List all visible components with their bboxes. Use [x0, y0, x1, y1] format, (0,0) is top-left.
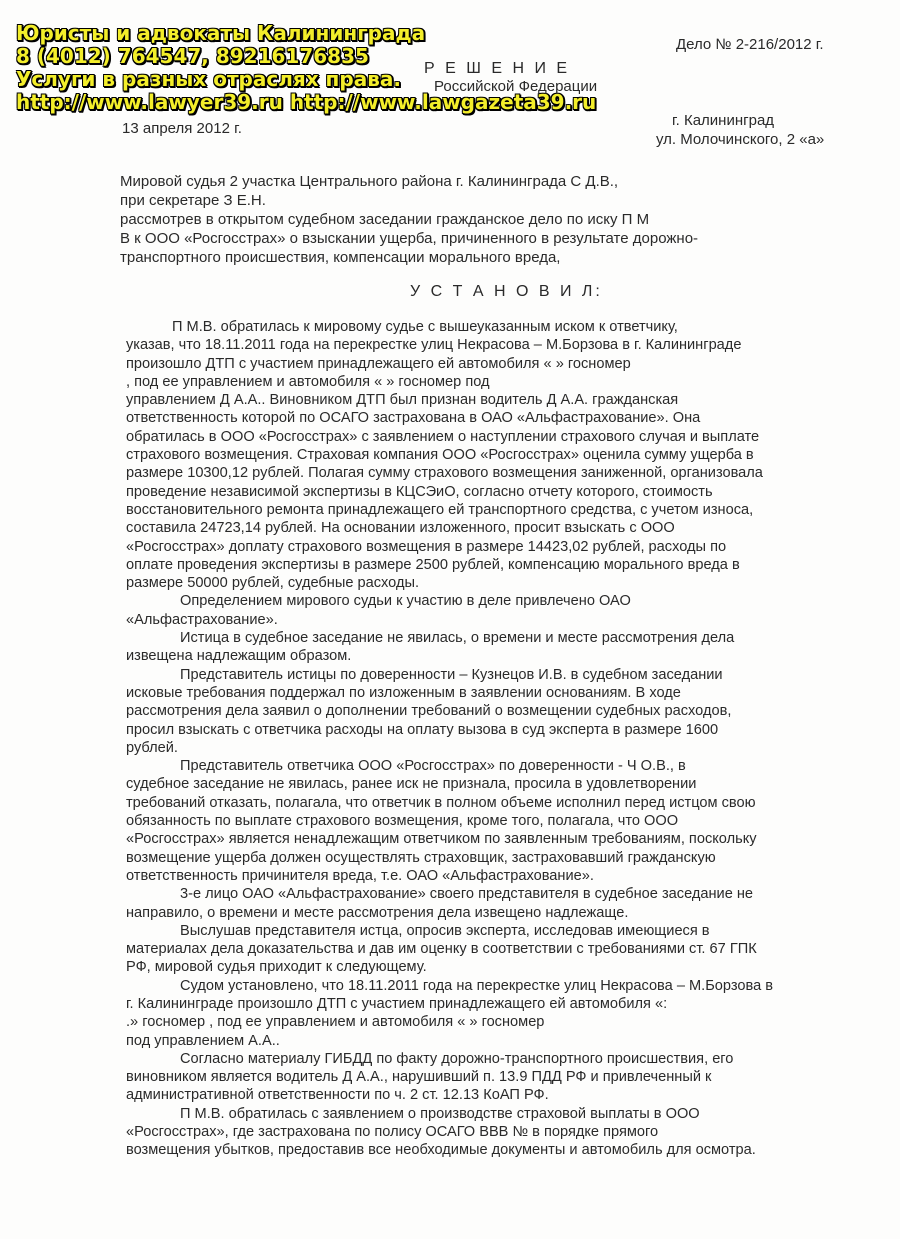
body-line: РФ, мировой судья приходит к следующему. [126, 959, 427, 976]
body-line: г. Калининграде произошло ДТП с участием принадлежащего ей автомобиля «: [126, 995, 668, 1012]
body-line: указав, что 18.11.2011 года на перекрестке улиц Некрасова – М.Борзова в г. Калининграде [126, 337, 742, 354]
body-line: Истица в судебное заседание не явилась, о времени и месте рассмотрения дела [180, 630, 735, 647]
body-line: возмещения убытков, предоставив все необходимые документы и автомобиль для осмотра. [126, 1142, 756, 1159]
body-line: просил взыскать с ответчика расходы на оплату вызова в суд эксперта в размере 1600 [126, 721, 719, 738]
decision-title: Р Е Ш Е Н И Е [424, 60, 571, 77]
body-line: материалах дела доказательства и дав им оценку в соответствии с требованиями ст. 67 ГПК [126, 941, 757, 958]
body-line: административной ответственности по ч. 2 ст. 12.13 КоАП РФ. [126, 1087, 549, 1104]
decision-date: 13 апреля 2012 г. [122, 120, 242, 137]
body-line: оплате проведения экспертизы в размере 2500 рублей, компенсацию морального вреда в [126, 556, 740, 573]
banner-line-2: 8 (4012) 764547, 89216176835 [16, 44, 369, 68]
body-line: судебное заседание не явилась, ранее иск не признала, просила в удовлетворении [126, 776, 697, 793]
body-line: Представитель ответчика ООО «Росгосстрах» по доверенности - Ч О.В., в [180, 758, 686, 775]
body-line: произошло ДТП с участием принадлежащего ей автомобиля « » госномер [126, 355, 631, 372]
body-line: страхового возмещения. Страховая компания ООО «Росгосстрах» оценила сумму ущерба в [126, 447, 754, 464]
body-line: проведение независимой экспертизы в КЦСЭиО, согласно отчету которого, стоимость [126, 483, 713, 500]
body-line: требований отказать, полагала, что ответчик в полном объеме исполнил перед истцом свою [126, 794, 756, 811]
body-line: обязанность по выплате страхового возмещения, кроме того, полагала, что ООО [126, 813, 679, 830]
intro-line: В к ООО «Росгосстрах» о взыскании ущерба, причиненного в результате дорожно- [120, 230, 699, 247]
body-line: .» госномер , под ее управлением и автомобиля « » госномер [126, 1014, 545, 1031]
banner-line-1: Юристы и адвокаты Калининграда [16, 21, 426, 45]
intro-line: рассмотрев в открытом судебном заседании гражданское дело по иску П М [120, 211, 650, 228]
body-line: 3-е лицо ОАО «Альфастрахование» своего представителя в судебное заседание не [180, 886, 754, 903]
body-line: размере 10300,12 рублей. Полагая сумму страхового возмещения заниженной, организовала [126, 465, 763, 482]
body-line: виновником является водитель Д А.А., нарушивший п. 13.9 ПДД РФ и привлеченный к [126, 1069, 712, 1086]
case-number: Дело № 2-216/2012 г. [676, 36, 824, 53]
body-line: рассмотрения дела заявил о дополнении требований о возмещении судебных расходов, [126, 703, 732, 720]
body-line: «Росгосстрах» доплату страхового возмещения в размере 14423,02 рублей, расходы по [126, 538, 727, 555]
body-line: «Альфастрахование». [126, 611, 278, 628]
intro-line: при секретаре З Е.Н. [120, 192, 266, 209]
body-line: П М.В. обратилась к мировому судье с вышеуказанным иском к ответчику, [172, 319, 678, 335]
decision-city: г. Калининград [672, 112, 775, 129]
body-line: исковые требования поддержал по изложенным в заявлении основаниям. В ходе [126, 684, 681, 701]
intro-block [120, 172, 850, 267]
body-line: извещена надлежащим образом. [126, 648, 352, 665]
court-address: ул. Молочинского, 2 «а» [656, 131, 825, 148]
intro-line: транспортного происшествия, компенсации морального вреда, [120, 249, 561, 266]
body-line: рублей. [126, 739, 178, 756]
banner-line-4: http://www.lawyer39.ru http://www.lawgazeta39.ru [16, 90, 597, 114]
body-line: Представитель истицы по доверенности – Кузнецов И.В. в судебном заседании [180, 666, 723, 683]
intro-line: Мировой судья 2 участка Центрального района г. Калининграда С Д.В., [120, 173, 619, 190]
body-line: ответственность которой по ОСАГО застрахована в ОАО «Альфастрахование». Она [126, 410, 701, 427]
body-line: П М.В. обратилась с заявлением о производстве страховой выплаты в ООО [180, 1105, 700, 1122]
body-line: «Росгосстрах» является ненадлежащим ответчиком по заявленным требованиям, поскольку [126, 831, 757, 848]
body-line: восстановительного ремонта принадлежащего ей транспортного средства, с учетом износа, [126, 501, 754, 518]
body-line: возмещение ущерба должен осуществлять страховщик, застраховавший гражданскую [126, 849, 716, 866]
body-line: Выслушав представителя истца, опросив эксперта, исследовав имеющиеся в [180, 922, 710, 939]
body-line: ответственность причинителя вреда, т.е. ОАО «Альфастрахование». [126, 867, 594, 884]
federation-line: Российской Федерации [434, 78, 598, 95]
body-line: обратилась в ООО «Росгосстрах» с заявлением о наступлении страхового случая и выплате [126, 428, 760, 445]
body-line: Согласно материалу ГИБДД по факту дорожно-транспортного происшествия, его [180, 1050, 734, 1067]
decision-body [126, 318, 854, 1160]
body-line: , под ее управлением и автомобиля « » госномер под [126, 373, 490, 390]
body-line: под управлением А.А.. [126, 1032, 280, 1049]
body-line: направило, о времени и месте рассмотрения дела извещено надлежаще. [126, 904, 629, 921]
established-title: У С Т А Н О В И Л: [410, 283, 603, 300]
body-line: размере 50000 рублей, судебные расходы. [126, 575, 420, 592]
body-line: «Росгосстрах», где застрахована по полису ОСАГО ВВВ № в порядке прямого [126, 1124, 659, 1141]
banner-line-3: Услуги в разных отраслях права. [16, 67, 401, 91]
body-line: управлением Д А.А.. Виновником ДТП был признан водитель Д А.А. гражданская [126, 392, 679, 409]
body-line: Определением мирового судьи к участию в деле привлечено ОАО [180, 593, 631, 610]
body-line: составила 24723,14 рублей. На основании изложенного, просит взыскать с ООО [126, 520, 675, 537]
body-line: Судом установлено, что 18.11.2011 года на перекрестке улиц Некрасова – М.Борзова в [180, 977, 774, 994]
